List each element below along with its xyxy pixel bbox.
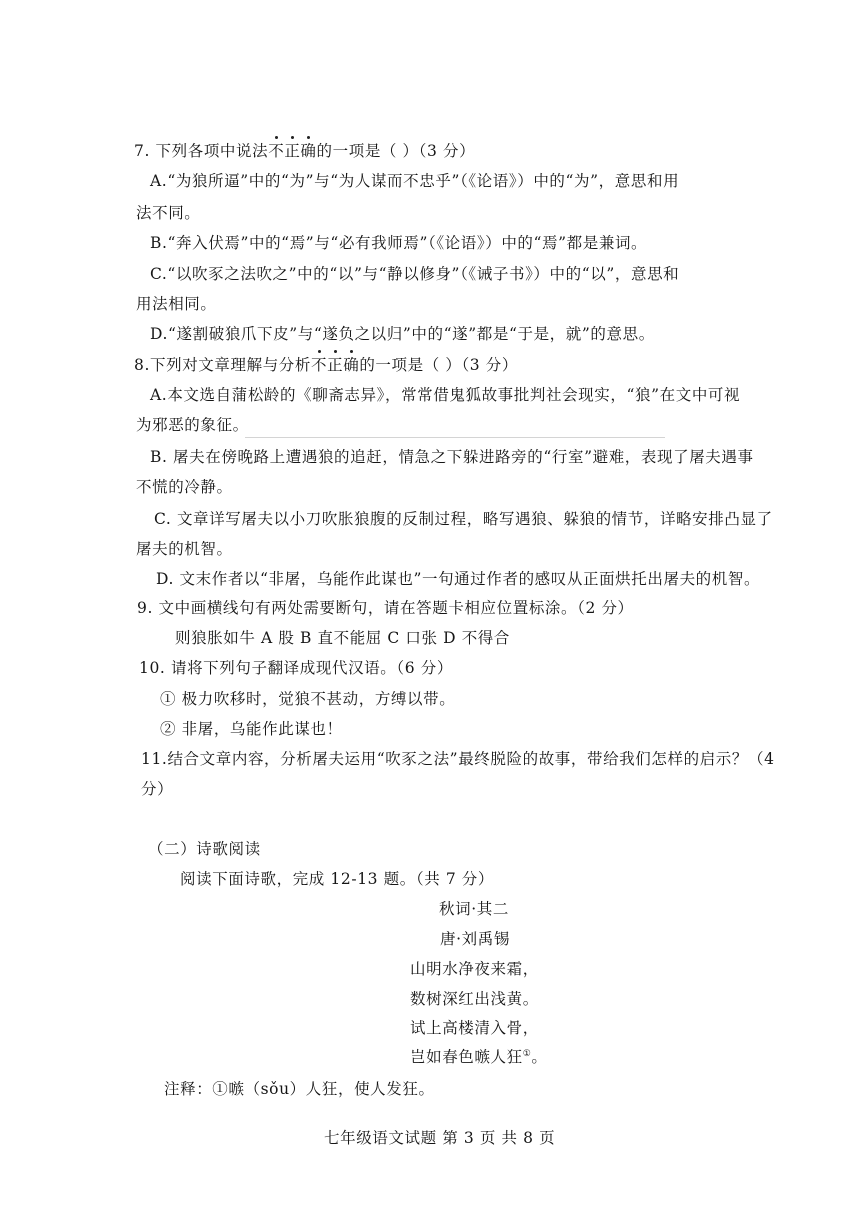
q7-option-a-line2: 法不同。 [136, 204, 201, 222]
q8-option-c-line2: 屠夫的机智。 [136, 540, 233, 558]
q8-option-b-line1: B. 屠夫在傍晚路上遭遇狼的追赶，情急之下躲进路旁的“行室”避难，表现了屠夫遇事 [150, 448, 754, 466]
q7-option-c-line1: C.“以吹豕之法吹之”中的“以”与“静以修身”（《诫子书》）中的“以”，意思和 [150, 265, 680, 283]
poem-annotation: 注释：①嗾（sǒu）人狂，使人发狂。 [164, 1080, 435, 1098]
poem-line-4: 岂如春色嗾人狂①。 [410, 1048, 548, 1066]
q10-item-1: ① 极力吹移时，觉狼不甚动，方缚以带。 [160, 690, 456, 708]
q7-option-d: D.“遂割破狼爪下皮”与“遂负之以归”中的“遂”都是“于是，就”的意思。 [150, 325, 655, 343]
q11-stem-line1: 11.结合文章内容，分析屠夫运用“吹豕之法”最终脱险的故事，带给我们怎样的启示？（4 [141, 750, 775, 768]
q9-sentence: 则狼胀如牛 A 股 B 直不能屈 C 口张 D 不得合 [175, 629, 510, 647]
poem-line-2: 数树深红出浅黄。 [410, 990, 539, 1008]
section-heading: （二）诗歌阅读 [148, 840, 261, 858]
q8-option-b-line2: 不慌的冷静。 [136, 478, 233, 496]
q8-stem: 8.下列对文章理解与分析不正确 的一项是（ ）（3 分） [134, 355, 518, 375]
poetry-instruction: 阅读下面诗歌，完成 12-13 题。（共 7 分） [180, 870, 495, 888]
q8-option-d: D. 文末作者以“非屠，乌能作此谋也”一句通过作者的感叹从正面烘托出屠夫的机智。 [156, 570, 761, 588]
q8-emphasis: 不正确 [311, 355, 359, 375]
q9-stem: 9. 文中画横线句有两处需要断句，请在答题卡相应位置标涂。（2 分） [137, 599, 634, 617]
q7-stem: 7. 下列各项中说法不正确 的一项是（ ）（3 分） [134, 141, 475, 161]
q10-stem: 10. 请将下列句子翻译成现代汉语。（6 分） [139, 659, 453, 677]
q7-emphasis: 不正确 [268, 141, 316, 161]
q10-item-2: ② 非屠，乌能作此谋也！ [160, 720, 343, 738]
note-marker: ① [522, 1049, 532, 1059]
q7-option-c-line2: 用法相同。 [136, 295, 217, 313]
q8-option-a-line1: A.本文选自蒲松龄的《聊斋志异》，常常借鬼狐故事批判社会现实，“狼”在文中可视 [150, 386, 741, 404]
q7-option-b: B.“奔入伏焉”中的“焉”与“必有我师焉”（《论语》）中的“焉”都是兼词。 [150, 234, 648, 252]
poem-line-1: 山明水净夜来霜， [410, 960, 539, 978]
q8-option-c-line1: C. 文章详写屠夫以小刀吹胀狼腹的反制过程，略写遇狼、躲狼的情节，详略安排凸显了 [154, 510, 773, 528]
page-footer: 七年级语文试题 第 3 页 共 8 页 [324, 1129, 556, 1147]
scan-artifact-line [245, 437, 665, 438]
poem-author: 唐·刘禹锡 [440, 930, 510, 948]
poem-title: 秋词·其二 [439, 900, 509, 918]
q8-option-a-line2: 为邪恶的象征。 [136, 416, 249, 434]
q11-stem-line2: 分） [141, 780, 174, 798]
q7-option-a-line1: A.“为狼所逼”中的“为”与“为人谋而不忠乎”（《论语》）中的“为”，意思和用 [150, 172, 680, 190]
poem-line-3: 试上高楼清入骨， [410, 1019, 539, 1037]
